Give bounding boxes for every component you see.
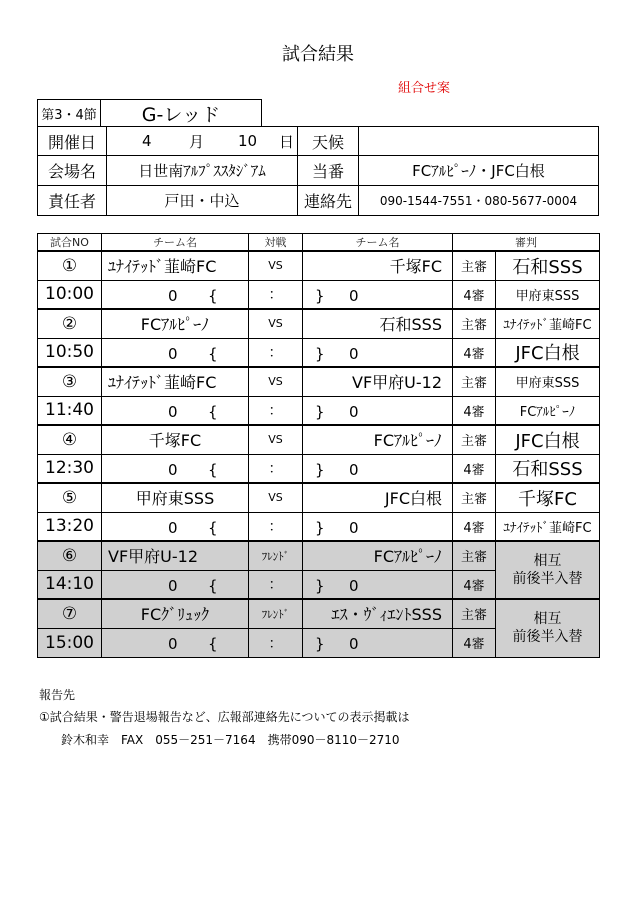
brace-left: {	[208, 402, 218, 421]
manager-value-cell	[106, 185, 298, 216]
match-row	[38, 251, 600, 280]
brace-right: }	[315, 460, 325, 479]
home-score-cell[interactable]	[102, 512, 249, 541]
fourth-referee: 石和SSS	[496, 454, 600, 483]
match-no: ⑥	[38, 541, 102, 570]
section-label: 第3・4節	[41, 107, 97, 123]
away-team: JFC白根	[303, 483, 453, 512]
away-team: ｴｽ・ｳﾞｨｴﾝﾄSSS	[303, 599, 453, 628]
home-score-cell[interactable]	[102, 396, 249, 425]
score-separator: ：	[249, 454, 303, 483]
score-separator: ：	[249, 512, 303, 541]
brace-left: {	[208, 286, 218, 305]
match-row	[38, 309, 600, 338]
contact-value: 090-1544-7551・080-5677-0004	[379, 194, 578, 208]
home-team: ﾕﾅｲﾃｯﾄﾞ韮崎FC	[102, 367, 249, 396]
match-row-score	[38, 396, 600, 425]
weather-value-cell	[358, 126, 599, 156]
match-no: ④	[38, 425, 102, 454]
away-score-cell[interactable]	[303, 396, 453, 425]
date-value-cell	[106, 126, 298, 156]
away-score: 0	[349, 402, 359, 421]
match-type: ﾌﾚﾝﾄﾞ	[249, 599, 303, 628]
duty-label: 当番	[311, 162, 344, 181]
weather-label-cell	[297, 126, 359, 156]
fourth-referee: JFC白根	[496, 338, 600, 367]
away-score: 0	[349, 286, 359, 305]
match-row	[38, 367, 600, 396]
main-ref-label: 主審	[453, 599, 496, 628]
manager-value: 戸田・中込	[164, 192, 240, 210]
match-row	[38, 483, 600, 512]
fourth-referee: FCｱﾙﾋﾟｰﾉ	[496, 396, 600, 425]
contact-value-cell	[358, 185, 599, 216]
away-team: FCｱﾙﾋﾟｰﾉ	[303, 541, 453, 570]
fourth-referee: ﾕﾅｲﾃｯﾄﾞ韮崎FC	[496, 512, 600, 541]
manager-label-cell	[37, 185, 107, 216]
match-row-score	[38, 454, 600, 483]
mutual-ref-line2: 前後半入替	[512, 571, 583, 587]
away-score-cell[interactable]	[303, 280, 453, 309]
brace-right: }	[315, 402, 325, 421]
brace-right: }	[315, 344, 325, 363]
away-team: 石和SSS	[303, 309, 453, 338]
fourth-ref-label: 4審	[453, 454, 496, 483]
match-row	[38, 599, 600, 628]
brace-right: }	[315, 634, 325, 653]
fourth-ref-label: 4審	[453, 512, 496, 541]
fourth-ref-label: 4審	[453, 396, 496, 425]
match-type: VS	[249, 251, 303, 280]
score-separator: ：	[249, 338, 303, 367]
home-score: 0	[168, 344, 178, 363]
mutual-ref-line1: 相互	[533, 553, 562, 569]
venue-value-cell	[106, 155, 298, 186]
page-title: 試合結果	[282, 44, 354, 65]
away-score-cell[interactable]	[303, 454, 453, 483]
table-header-row	[38, 234, 600, 252]
away-score-cell[interactable]	[303, 628, 453, 657]
match-table	[37, 233, 600, 658]
main-referee: JFC白根	[496, 425, 600, 454]
footer-line2: 鈴木和幸 FAX 055－251－7164 携帯090－8110－2710	[61, 733, 400, 747]
away-score-cell[interactable]	[303, 338, 453, 367]
brace-right: }	[315, 518, 325, 537]
brace-left: {	[208, 344, 218, 363]
mutual-referee	[496, 541, 600, 599]
brace-right: }	[315, 576, 325, 595]
main-ref-label: 主審	[453, 483, 496, 512]
away-score-cell[interactable]	[303, 512, 453, 541]
duty-label-cell	[297, 155, 359, 186]
footer-line1: ①試合結果・警告退場報告など、広報部連絡先についての表示掲載は	[39, 710, 410, 724]
match-no: ⑤	[38, 483, 102, 512]
main-ref-label: 主審	[453, 367, 496, 396]
score-separator: ：	[249, 280, 303, 309]
date-day: 10	[238, 132, 258, 150]
header-referee: 審判	[453, 234, 600, 252]
away-team: 千塚FC	[303, 251, 453, 280]
header-team2: チーム名	[303, 234, 453, 252]
home-score-cell[interactable]	[102, 628, 249, 657]
match-no: ②	[38, 309, 102, 338]
date-label-cell	[37, 126, 107, 156]
brace-left: {	[208, 518, 218, 537]
home-team: FCｱﾙﾋﾟｰﾉ	[102, 309, 249, 338]
match-row	[38, 425, 600, 454]
section-box	[37, 99, 101, 127]
home-score-cell[interactable]	[102, 454, 249, 483]
day-unit: 日	[279, 132, 295, 151]
footer-heading: 報告先	[39, 688, 76, 702]
duty-value-cell	[358, 155, 599, 186]
main-referee: 石和SSS	[496, 251, 600, 280]
date-label: 開催日	[47, 132, 96, 152]
date-month: 4	[142, 132, 152, 150]
home-team: FCｸﾞﾘｭｯｸ	[102, 599, 249, 628]
venue-value: 日世南ｱﾙﾌﾟｽｽﾀｼﾞｱﾑ	[138, 162, 266, 180]
score-separator: ：	[249, 628, 303, 657]
kickoff-time: 15:00	[38, 628, 102, 657]
brace-right: }	[315, 286, 325, 305]
header-match-no: 試合NO	[38, 234, 102, 252]
brace-left: {	[208, 634, 218, 653]
match-row-score	[38, 280, 600, 309]
kickoff-time: 10:50	[38, 338, 102, 367]
match-no: ⑦	[38, 599, 102, 628]
manager-label: 責任者	[47, 192, 96, 211]
home-team: 千塚FC	[102, 425, 249, 454]
venue-label-cell	[37, 155, 107, 186]
score-separator: ：	[249, 570, 303, 599]
match-type: VS	[249, 425, 303, 454]
fourth-ref-label: 4審	[453, 338, 496, 367]
home-score: 0	[168, 402, 178, 421]
main-referee: 千塚FC	[496, 483, 600, 512]
kickoff-time: 13:20	[38, 512, 102, 541]
contact-label-cell	[297, 185, 359, 216]
month-unit: 月	[189, 132, 205, 151]
match-body	[38, 251, 600, 657]
match-no: ①	[38, 251, 102, 280]
main-ref-label: 主審	[453, 425, 496, 454]
home-team: ﾕﾅｲﾃｯﾄﾞ韮崎FC	[102, 251, 249, 280]
match-type: ﾌﾚﾝﾄﾞ	[249, 541, 303, 570]
group-box	[100, 99, 262, 127]
draft-label: 組合せ案	[398, 81, 451, 96]
kickoff-time: 10:00	[38, 280, 102, 309]
home-score: 0	[168, 460, 178, 479]
main-ref-label: 主審	[453, 541, 496, 570]
fourth-referee: 甲府東SSS	[496, 280, 600, 309]
match-row-score	[38, 338, 600, 367]
home-score-cell[interactable]	[102, 570, 249, 599]
home-team: VF甲府U-12	[102, 541, 249, 570]
away-team: VF甲府U-12	[303, 367, 453, 396]
away-team: FCｱﾙﾋﾟｰﾉ	[303, 425, 453, 454]
away-score: 0	[349, 344, 359, 363]
brace-left: {	[208, 460, 218, 479]
away-score: 0	[349, 576, 359, 595]
away-score: 0	[349, 634, 359, 653]
main-ref-label: 主審	[453, 251, 496, 280]
main-referee: 甲府東SSS	[496, 367, 600, 396]
mutual-referee	[496, 599, 600, 657]
contact-label: 連絡先	[303, 192, 352, 211]
mutual-ref-line1: 相互	[533, 611, 562, 628]
match-row	[38, 541, 600, 570]
brace-left: {	[208, 576, 218, 595]
match-type: VS	[249, 309, 303, 338]
mutual-ref-line2: 前後半入替	[512, 629, 583, 646]
score-separator: ：	[249, 396, 303, 425]
kickoff-time: 14:10	[38, 570, 102, 599]
home-score-cell[interactable]	[102, 338, 249, 367]
home-team: 甲府東SSS	[102, 483, 249, 512]
match-row-score	[38, 512, 600, 541]
kickoff-time: 11:40	[38, 396, 102, 425]
home-score: 0	[168, 634, 178, 653]
home-score: 0	[168, 286, 178, 305]
header-team: チーム名	[102, 234, 249, 252]
home-score-cell[interactable]	[102, 280, 249, 309]
away-score-cell[interactable]	[303, 570, 453, 599]
match-type: VS	[249, 483, 303, 512]
fourth-ref-label: 4審	[453, 280, 496, 309]
away-score: 0	[349, 460, 359, 479]
header-versus: 対戦	[249, 234, 303, 252]
home-score: 0	[168, 518, 178, 537]
weather-label: 天候	[311, 132, 344, 152]
home-score: 0	[168, 576, 178, 595]
match-type: VS	[249, 367, 303, 396]
main-ref-label: 主審	[453, 309, 496, 338]
main-referee: ﾕﾅｲﾃｯﾄﾞ韮崎FC	[496, 309, 600, 338]
group-name: G-レッド	[141, 103, 221, 126]
away-score: 0	[349, 518, 359, 537]
fourth-ref-label: 4審	[453, 628, 496, 657]
duty-value: FCｱﾙﾋﾟｰﾉ・JFC白根	[412, 162, 545, 180]
kickoff-time: 12:30	[38, 454, 102, 483]
match-no: ③	[38, 367, 102, 396]
fourth-ref-label: 4審	[453, 570, 496, 599]
venue-label: 会場名	[47, 162, 96, 181]
